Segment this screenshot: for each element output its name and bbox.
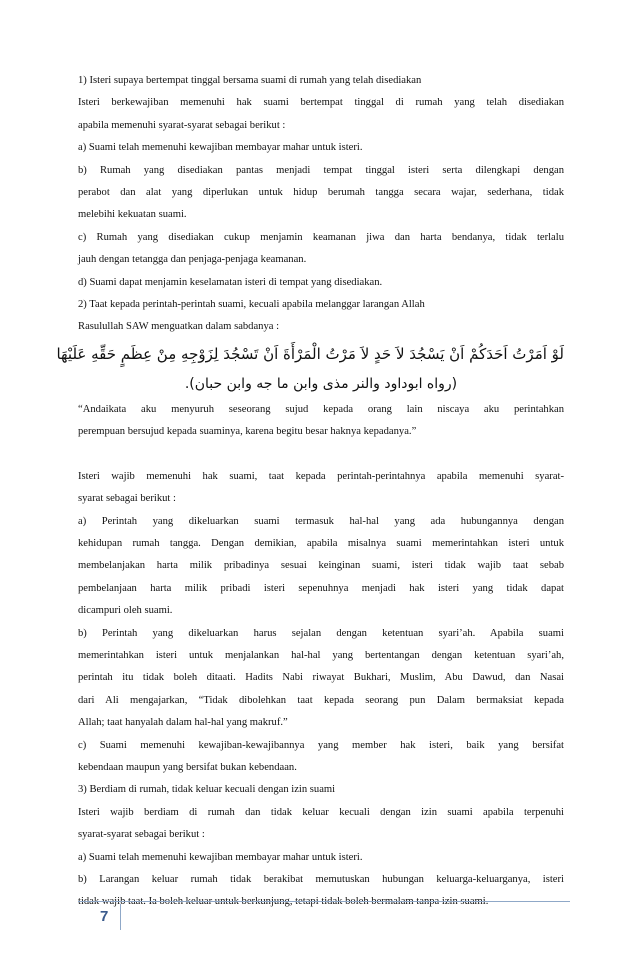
- text-line: jauh dengan tetangga dan penjaga-penjaga keamanan.: [78, 254, 307, 266]
- text-line: memerintahkan isteri untuk menjalankan hal-hal yang bertentangan dengan ketentuan syari’ah,: [78, 649, 564, 661]
- text-line: Isteri wajib memenuhi hak suami, taat kepada perintah-perintahnya apabila memenuhi syarat-: [78, 470, 564, 482]
- text-line: “Andaikata aku menyuruh seseorang sujud kepada orang lain niscaya aku perintahkan: [78, 403, 564, 415]
- text-line: dicampuri oleh suami.: [78, 605, 173, 617]
- text-line: apabila memenuhi syarat-syarat sebagai berikut :: [78, 119, 286, 131]
- footer-divider: [78, 901, 570, 902]
- text-line: dari Ali mengajarkan, “Tidak dibolehkan taat kepada seorang pun Dalam bermaksiat kepada: [78, 694, 564, 706]
- text-line: 3) Berdiam di rumah, tidak keluar kecuali dengan izin suami: [78, 784, 336, 796]
- text-line: Isteri berkewajiban memenuhi hak suami bertempat tinggal di rumah yang telah disediakan: [78, 97, 564, 109]
- text-line: b) Rumah yang disediakan pantas menjadi tempat tinggal isteri serta dilengkapi dengan: [78, 164, 564, 176]
- text-line: perempuan bersujud kepada suaminya, karena begitu besar haknya kepadanya.”: [78, 426, 417, 438]
- page-number: 7: [100, 908, 109, 925]
- text-line: 1) Isteri supaya bertempat tinggal bersama suami di rumah yang telah disediakan: [78, 75, 422, 86]
- text-line: 2) Taat kepada perintah-perintah suami, kecuali apabila melanggar larangan Allah: [78, 299, 425, 311]
- arabic-hadith-source: (رواه ابوداود والنر مذى وابن ما جه وابن حبان).: [184, 375, 458, 392]
- text-line: a) Suami telah memenuhi kewajiban membayar mahar untuk isteri.: [78, 142, 363, 154]
- text-line: c) Rumah yang disediakan cukup menjamin keamanan jiwa dan harta bendanya, tidak terlalu: [78, 231, 564, 243]
- text-line: membelanjakan harta milik pribadinya sesuai keinginan suami, isteri tidak wajib taat sebab: [78, 560, 564, 572]
- arabic-hadith: لَوْ اَمَرْتُ اَحَدَكُمْ اَنْ يَسْجُدَ لاَ حَدٍ لاَ مَرْتُ الْمَرْأَةَ اَنْ تَسْجُدَ لِزَوْجِهِ مِنْ عِظَمٍ حَقِّهِ عَلَيْهَا: [56, 344, 564, 363]
- text-line: perabot dan alat yang diperlukan untuk hidup berumah tangga secara wajar, sederhana, tidak: [78, 187, 564, 199]
- text-line: tidak wajib taat. Ia boleh keluar untuk berkunjung, tetapi tidak boleh bermalam tanpa izin suami.: [78, 896, 489, 908]
- text-line: kehidupan rumah tangga. Dengan demikian, apabila misalnya suami memerintahkan isteri untuk: [78, 537, 564, 549]
- text-line: b) Larangan keluar rumah tidak berakibat memutuskan hubungan keluarga-keluarganya, isteri: [78, 874, 564, 885]
- text-line: c) Suami memenuhi kewajiban-kewajibannya yang member hak isteri, baik yang bersifat: [78, 739, 564, 751]
- text-line: b) Perintah yang dikeluarkan harus sejalan dengan ketentuan syari’ah. Apabila suami: [78, 627, 564, 639]
- text-line: melebihi kekuatan suami.: [78, 209, 187, 221]
- page-content: [56, 70, 564, 914]
- paragraph-gap: [78, 444, 564, 466]
- text-line: a) Suami telah memenuhi kewajiban membayar mahar untuk isteri.: [78, 851, 363, 863]
- text-line: d) Suami dapat menjamin keselamatan isteri di tempat yang disediakan.: [78, 276, 383, 288]
- text-line: syarat-syarat sebagai berikut :: [78, 829, 205, 841]
- text-line: perintah itu tidak boleh ditaati. Hadits Nabi riwayat Bukhari, Muslim, Abu Dawud, dan Nasai: [78, 672, 564, 684]
- text-line: pembelanjaan harta milik pribadi isteri sepenuhnya menjadi hak isteri yang tidak dapat: [78, 582, 564, 594]
- text-line: kebendaan maupun yang bersifat bukan kebendaan.: [78, 761, 297, 773]
- text-line: a) Perintah yang dikeluarkan suami termasuk hal-hal yang ada hubungannya dengan: [78, 515, 564, 527]
- text-line: syarat sebagai berikut :: [78, 493, 176, 505]
- text-line: Rasulullah SAW menguatkan dalam sabdanya :: [78, 321, 280, 333]
- text-line: Isteri wajib berdiam di rumah dan tidak keluar kecuali dengan izin suami apabila terpenuhi: [78, 806, 564, 818]
- text-line: Allah; taat hanyalah dalam hal-hal yang makruf.”: [78, 717, 288, 729]
- page-number-divider: [120, 904, 121, 930]
